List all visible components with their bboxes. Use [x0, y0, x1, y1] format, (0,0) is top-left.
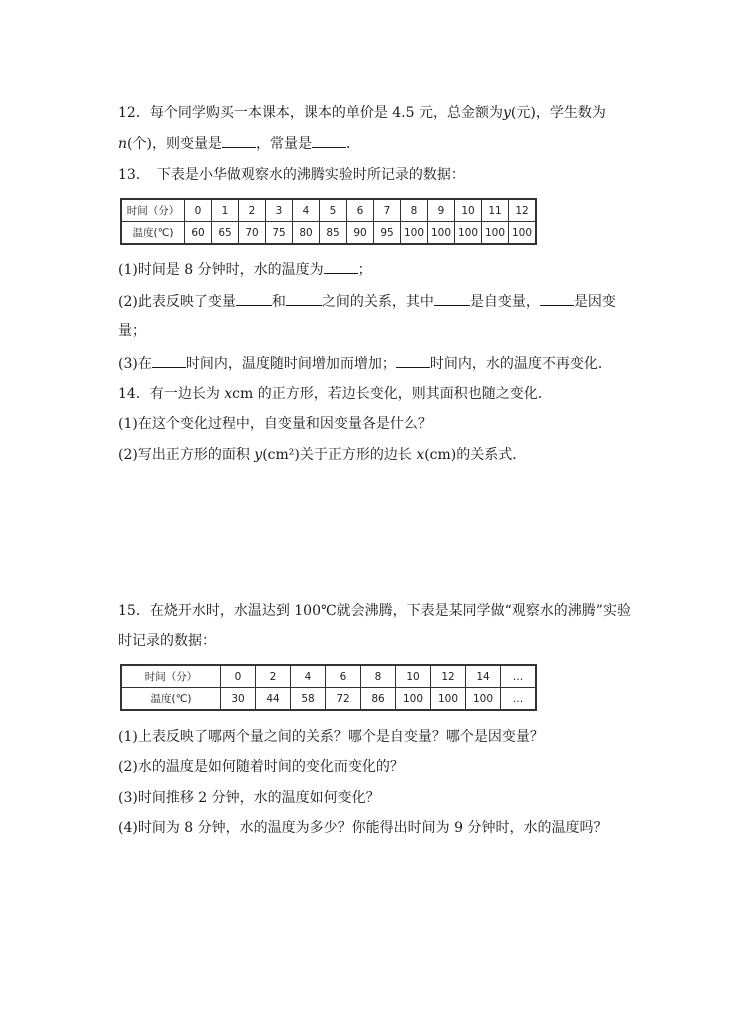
- table-row: [121, 688, 536, 711]
- temp-cell: 90: [347, 222, 374, 245]
- q13-intro: 13． 下表是小华做观察水的沸腾实验时所记录的数据：: [118, 167, 465, 183]
- time-cell: 2: [239, 199, 266, 222]
- time-cell: 14: [466, 665, 501, 688]
- time-cell: 6: [347, 199, 374, 222]
- time-cell: 11: [482, 199, 509, 222]
- q14-y-var: y: [254, 447, 263, 463]
- temp-cell: 44: [256, 688, 291, 711]
- q12-blank-constant[interactable]: [312, 133, 346, 148]
- temp-cell: 100: [401, 222, 428, 245]
- q12-text-2a: (个)，则变量是: [127, 136, 222, 152]
- q13-p1-text-b: ；: [357, 262, 372, 278]
- q13-data-table: [120, 198, 537, 245]
- time-cell: 0: [185, 199, 212, 222]
- time-cell: 2: [256, 665, 291, 688]
- time-cell: 1: [212, 199, 239, 222]
- q14-p2-text-c: (cm)的关系式．: [424, 447, 527, 463]
- time-cell: 8: [361, 665, 396, 688]
- q12-text-1: 12．每个同学购买一本课本，课本的单价是 4.5 元，总金额为: [118, 105, 503, 121]
- row-label-time: 时间（分）: [121, 665, 221, 688]
- row-label-temp: 温度(℃): [121, 222, 185, 245]
- q13-p3-text-a: (3)在: [118, 356, 152, 372]
- time-cell: 12: [431, 665, 466, 688]
- q12-text-1-tail: (元)，学生数为: [510, 105, 606, 121]
- q12-y-var: y: [502, 105, 511, 121]
- temp-cell: 100: [431, 688, 466, 711]
- time-cell: 5: [320, 199, 347, 222]
- q13-part-1: [118, 259, 372, 280]
- table-row: [121, 222, 536, 245]
- q13-blank-var-1[interactable]: [236, 291, 272, 306]
- q13-p2-text-e: 是因变: [573, 294, 616, 310]
- q15-data-table: [120, 664, 537, 711]
- q14-intro: [118, 384, 552, 404]
- time-cell: 9: [428, 199, 455, 222]
- q12-line-1: [118, 103, 606, 123]
- temp-cell: …: [501, 688, 537, 711]
- temp-cell: 75: [266, 222, 293, 245]
- temp-cell: 65: [212, 222, 239, 245]
- time-cell: 0: [221, 665, 256, 688]
- q15-part-1: (1)上表反映了哪两个量之间的关系？哪个是自变量？哪个是因变量？: [118, 729, 544, 745]
- q14-intro-a: 14．有一边长为: [118, 386, 225, 402]
- time-cell: 4: [291, 665, 326, 688]
- time-cell: 10: [396, 665, 431, 688]
- q12-line-2: [118, 133, 360, 154]
- q13-blank-dependent[interactable]: [540, 291, 574, 306]
- row-label-temp: 温度(℃): [121, 688, 221, 711]
- q15-part-4: (4)时间为 8 分钟，水的温度为多少？你能得出时间为 9 分钟时，水的温度吗？: [118, 820, 608, 836]
- temp-cell: 100: [482, 222, 509, 245]
- q15-intro-2: 时记录的数据：: [118, 633, 216, 649]
- q13-blank-range-2[interactable]: [396, 353, 430, 368]
- q13-blank-independent[interactable]: [434, 291, 470, 306]
- time-cell: 8: [401, 199, 428, 222]
- temp-cell: 70: [239, 222, 266, 245]
- q14-p2-text-a: (2)写出正方形的面积: [118, 447, 255, 463]
- q13-p2-text-b: 和: [271, 294, 286, 310]
- q14-part-2: [118, 445, 526, 465]
- q12-blank-variable[interactable]: [222, 133, 256, 148]
- q12-text-2b: ，常量是: [255, 136, 312, 152]
- temp-cell: 100: [428, 222, 455, 245]
- time-cell: 12: [509, 199, 537, 222]
- q13-blank-range-1[interactable]: [152, 353, 186, 368]
- temp-cell: 80: [293, 222, 320, 245]
- temp-cell: 100: [466, 688, 501, 711]
- q13-part-2: [118, 291, 616, 312]
- table-row: [121, 665, 536, 688]
- q12-n-var: n: [118, 136, 128, 152]
- temp-cell: 58: [291, 688, 326, 711]
- q13-blank-temp[interactable]: [324, 259, 358, 274]
- temp-cell: 95: [374, 222, 401, 245]
- table-row: [121, 199, 536, 222]
- q13-p1-text-a: (1)时间是 8 分钟时，水的温度为: [118, 262, 324, 278]
- q13-p3-text-b: 时间内，温度随时间增加而增加；: [185, 356, 396, 372]
- q13-part-2-cont: 量；: [118, 323, 146, 339]
- time-cell: …: [501, 665, 537, 688]
- time-cell: 10: [455, 199, 482, 222]
- q13-p2-text-d: 是自变量，: [469, 294, 540, 310]
- temp-cell: 85: [320, 222, 347, 245]
- q13-blank-var-2[interactable]: [286, 291, 322, 306]
- temp-cell: 30: [221, 688, 256, 711]
- time-cell: 3: [266, 199, 293, 222]
- temp-cell: 86: [361, 688, 396, 711]
- q15-intro-1: 15．在烧开水时，水温达到 100℃就会沸腾，下表是某同学做“观察水的沸腾”实验: [118, 603, 631, 619]
- q14-x-var: x: [224, 386, 233, 402]
- q13-p2-text-c: 之间的关系，其中: [321, 294, 434, 310]
- q12-text-2c: ．: [345, 136, 360, 152]
- q15-part-2: (2)水的温度是如何随着时间的变化而变化的？: [118, 759, 404, 775]
- q15-part-3: (3)时间推移 2 分钟，水的温度如何变化？: [118, 790, 380, 806]
- temp-cell: 72: [326, 688, 361, 711]
- temp-cell: 60: [185, 222, 212, 245]
- q14-p2-text-b: (cm²)关于正方形的边长: [262, 447, 417, 463]
- q13-p2-text-a: (2)此表反映了变量: [118, 294, 236, 310]
- temp-cell: 100: [396, 688, 431, 711]
- q14-part-1: (1)在这个变化过程中，自变量和因变量各是什么？: [118, 416, 432, 432]
- q14-x-var-2: x: [416, 447, 425, 463]
- temp-cell: 100: [455, 222, 482, 245]
- q14-intro-b: cm 的正方形，若边长变化，则其面积也随之变化．: [232, 386, 552, 402]
- temp-cell: 100: [509, 222, 537, 245]
- time-cell: 6: [326, 665, 361, 688]
- q13-p3-text-c: 时间内，水的温度不再变化．: [429, 356, 612, 372]
- time-cell: 4: [293, 199, 320, 222]
- time-cell: 7: [374, 199, 401, 222]
- row-label-time: 时间（分）: [121, 199, 185, 222]
- q13-part-3: [118, 353, 612, 374]
